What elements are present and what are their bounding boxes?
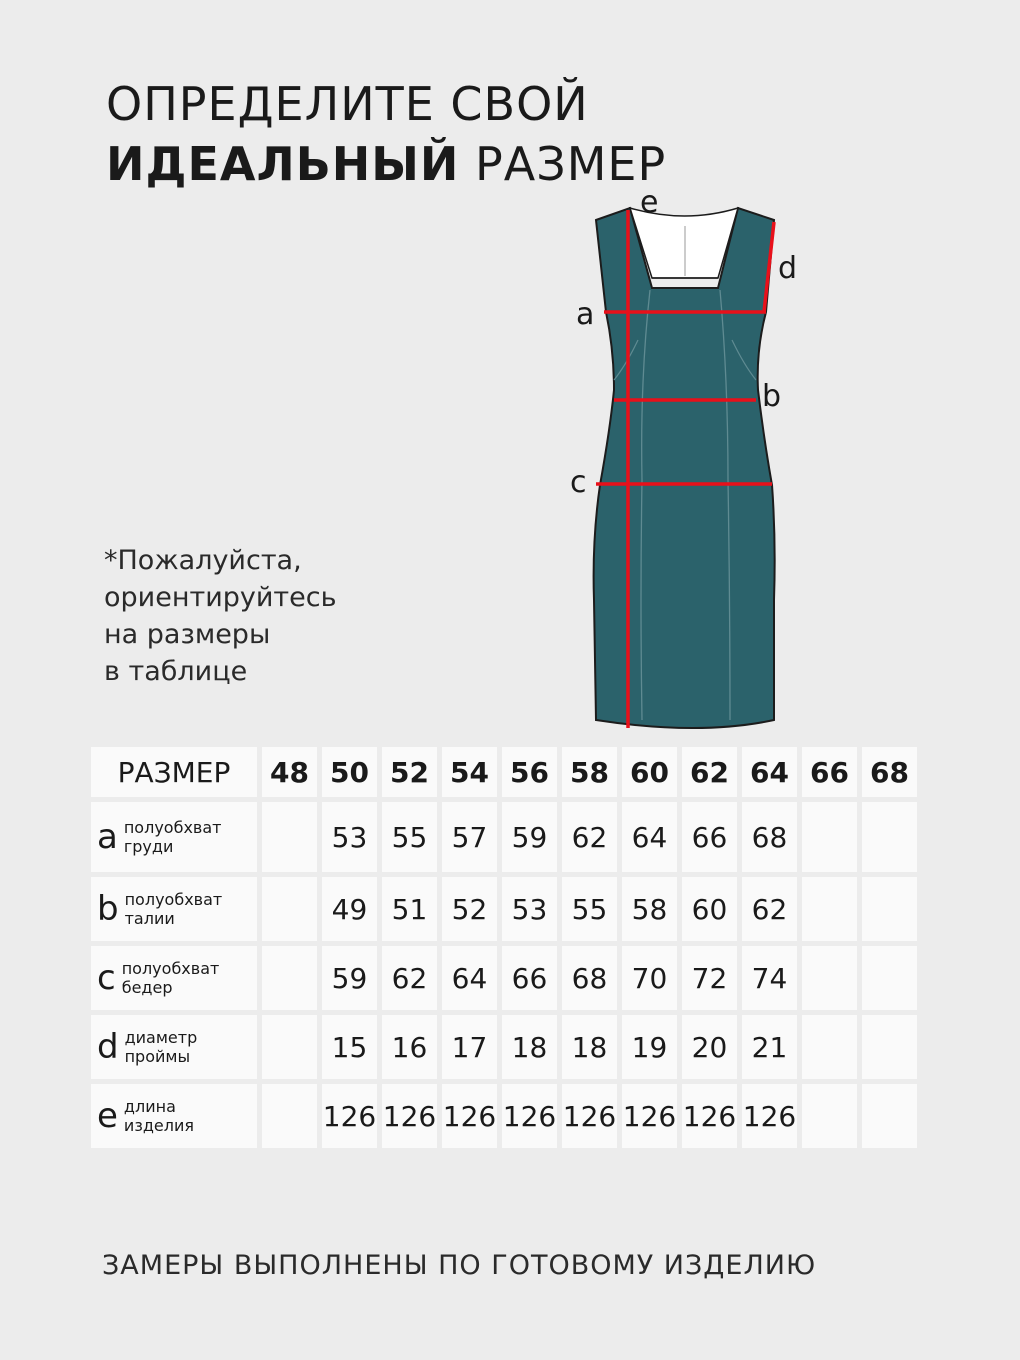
value-cell: 126 bbox=[442, 1084, 497, 1148]
row-letter: a bbox=[97, 817, 118, 857]
row-label-c bbox=[91, 946, 257, 1010]
row-description-line: длина bbox=[123, 1097, 176, 1116]
size-table bbox=[86, 742, 922, 1153]
value-cell: 66 bbox=[502, 946, 557, 1010]
row-description-line: полуобхват bbox=[121, 959, 220, 978]
size-header-cell: 54 bbox=[442, 747, 497, 797]
value-cell: 126 bbox=[562, 1084, 617, 1148]
value-cell: 59 bbox=[502, 802, 557, 872]
value-cell bbox=[262, 1015, 317, 1079]
row-description bbox=[122, 959, 220, 997]
note-line-3: на размеры bbox=[104, 619, 271, 650]
row-label-d bbox=[91, 1015, 257, 1079]
size-header-cell: 50 bbox=[322, 747, 377, 797]
measure-label-c: c bbox=[570, 465, 587, 500]
row-description-line: полуобхват bbox=[123, 818, 222, 837]
value-cell: 51 bbox=[382, 877, 437, 941]
row-label-e bbox=[91, 1084, 257, 1148]
value-cell: 64 bbox=[622, 802, 677, 872]
value-cell: 59 bbox=[322, 946, 377, 1010]
row-description-line: проймы bbox=[124, 1047, 191, 1066]
value-cell: 49 bbox=[322, 877, 377, 941]
value-cell: 68 bbox=[742, 802, 797, 872]
value-cell bbox=[262, 946, 317, 1010]
row-label-b bbox=[91, 877, 257, 941]
measure-label-e: e bbox=[640, 185, 659, 220]
row-description-line: груди bbox=[123, 837, 174, 856]
value-cell bbox=[862, 877, 917, 941]
size-header-cell: 64 bbox=[742, 747, 797, 797]
row-letter: b bbox=[97, 889, 119, 929]
size-header-cell: 68 bbox=[862, 747, 917, 797]
note-line-4: в таблице bbox=[104, 656, 248, 687]
row-letter: c bbox=[97, 958, 116, 998]
size-header-label: РАЗМЕР bbox=[91, 747, 257, 797]
measure-label-d: d bbox=[778, 251, 798, 286]
value-cell bbox=[802, 1084, 857, 1148]
value-cell: 57 bbox=[442, 802, 497, 872]
row-description bbox=[125, 1028, 198, 1066]
page-title bbox=[106, 74, 666, 194]
title-line-1: ОПРЕДЕЛИТЕ СВОЙ bbox=[106, 77, 589, 131]
value-cell: 74 bbox=[742, 946, 797, 1010]
value-cell: 126 bbox=[682, 1084, 737, 1148]
size-header-cell: 66 bbox=[802, 747, 857, 797]
value-cell: 60 bbox=[682, 877, 737, 941]
footer-note: ЗАМЕРЫ ВЫПОЛНЕНЫ ПО ГОТОВОМУ ИЗДЕЛИЮ bbox=[102, 1250, 817, 1281]
row-description bbox=[125, 890, 223, 928]
size-header-cell: 48 bbox=[262, 747, 317, 797]
note-line-2: ориентируйтесь bbox=[104, 582, 337, 613]
value-cell: 52 bbox=[442, 877, 497, 941]
size-header-cell: 58 bbox=[562, 747, 617, 797]
row-description bbox=[124, 1097, 194, 1135]
value-cell bbox=[262, 802, 317, 872]
value-cell: 68 bbox=[562, 946, 617, 1010]
value-cell: 72 bbox=[682, 946, 737, 1010]
value-cell: 126 bbox=[382, 1084, 437, 1148]
value-cell bbox=[802, 1015, 857, 1079]
value-cell bbox=[862, 802, 917, 872]
value-cell: 21 bbox=[742, 1015, 797, 1079]
value-cell: 53 bbox=[502, 877, 557, 941]
value-cell: 15 bbox=[322, 1015, 377, 1079]
title-rest-word: РАЗМЕР bbox=[475, 137, 667, 191]
table-row-b bbox=[91, 877, 917, 941]
value-cell bbox=[262, 877, 317, 941]
row-label-a bbox=[91, 802, 257, 872]
note-line-1: *Пожалуйста, bbox=[104, 545, 302, 576]
value-cell bbox=[862, 1015, 917, 1079]
table-row-a bbox=[91, 802, 917, 872]
value-cell: 64 bbox=[442, 946, 497, 1010]
value-cell: 55 bbox=[382, 802, 437, 872]
measure-label-b: b bbox=[762, 379, 782, 414]
value-cell: 53 bbox=[322, 802, 377, 872]
title-bold-word: ИДЕАЛЬНЫЙ bbox=[106, 137, 460, 191]
value-cell: 58 bbox=[622, 877, 677, 941]
size-table-header-row bbox=[91, 747, 917, 797]
row-description bbox=[124, 818, 222, 856]
value-cell bbox=[862, 946, 917, 1010]
measure-label-a: a bbox=[576, 297, 595, 332]
size-header-cell: 52 bbox=[382, 747, 437, 797]
value-cell bbox=[802, 802, 857, 872]
value-cell: 18 bbox=[562, 1015, 617, 1079]
dress-body bbox=[594, 208, 775, 728]
value-cell bbox=[862, 1084, 917, 1148]
value-cell: 70 bbox=[622, 946, 677, 1010]
value-cell: 17 bbox=[442, 1015, 497, 1079]
value-cell: 126 bbox=[322, 1084, 377, 1148]
table-row-d bbox=[91, 1015, 917, 1079]
value-cell: 62 bbox=[562, 802, 617, 872]
value-cell bbox=[262, 1084, 317, 1148]
size-header-cell: 60 bbox=[622, 747, 677, 797]
size-note bbox=[104, 542, 337, 690]
value-cell: 62 bbox=[382, 946, 437, 1010]
value-cell bbox=[802, 946, 857, 1010]
row-description-line: диаметр bbox=[124, 1028, 198, 1047]
row-description-line: изделия bbox=[123, 1116, 194, 1135]
value-cell: 126 bbox=[502, 1084, 557, 1148]
value-cell: 19 bbox=[622, 1015, 677, 1079]
value-cell: 66 bbox=[682, 802, 737, 872]
value-cell: 20 bbox=[682, 1015, 737, 1079]
value-cell: 126 bbox=[742, 1084, 797, 1148]
row-description-line: бедер bbox=[121, 978, 173, 997]
value-cell: 62 bbox=[742, 877, 797, 941]
size-header-cell: 62 bbox=[682, 747, 737, 797]
size-header-cell: 56 bbox=[502, 747, 557, 797]
row-letter: d bbox=[97, 1027, 119, 1067]
table-row-c bbox=[91, 946, 917, 1010]
dress-measurement-diagram bbox=[560, 180, 810, 740]
value-cell: 18 bbox=[502, 1015, 557, 1079]
table-row-e bbox=[91, 1084, 917, 1148]
value-cell: 55 bbox=[562, 877, 617, 941]
row-description-line: талии bbox=[124, 909, 175, 928]
value-cell: 126 bbox=[622, 1084, 677, 1148]
row-letter: e bbox=[97, 1096, 118, 1136]
value-cell bbox=[802, 877, 857, 941]
value-cell: 16 bbox=[382, 1015, 437, 1079]
row-description-line: полуобхват bbox=[124, 890, 223, 909]
